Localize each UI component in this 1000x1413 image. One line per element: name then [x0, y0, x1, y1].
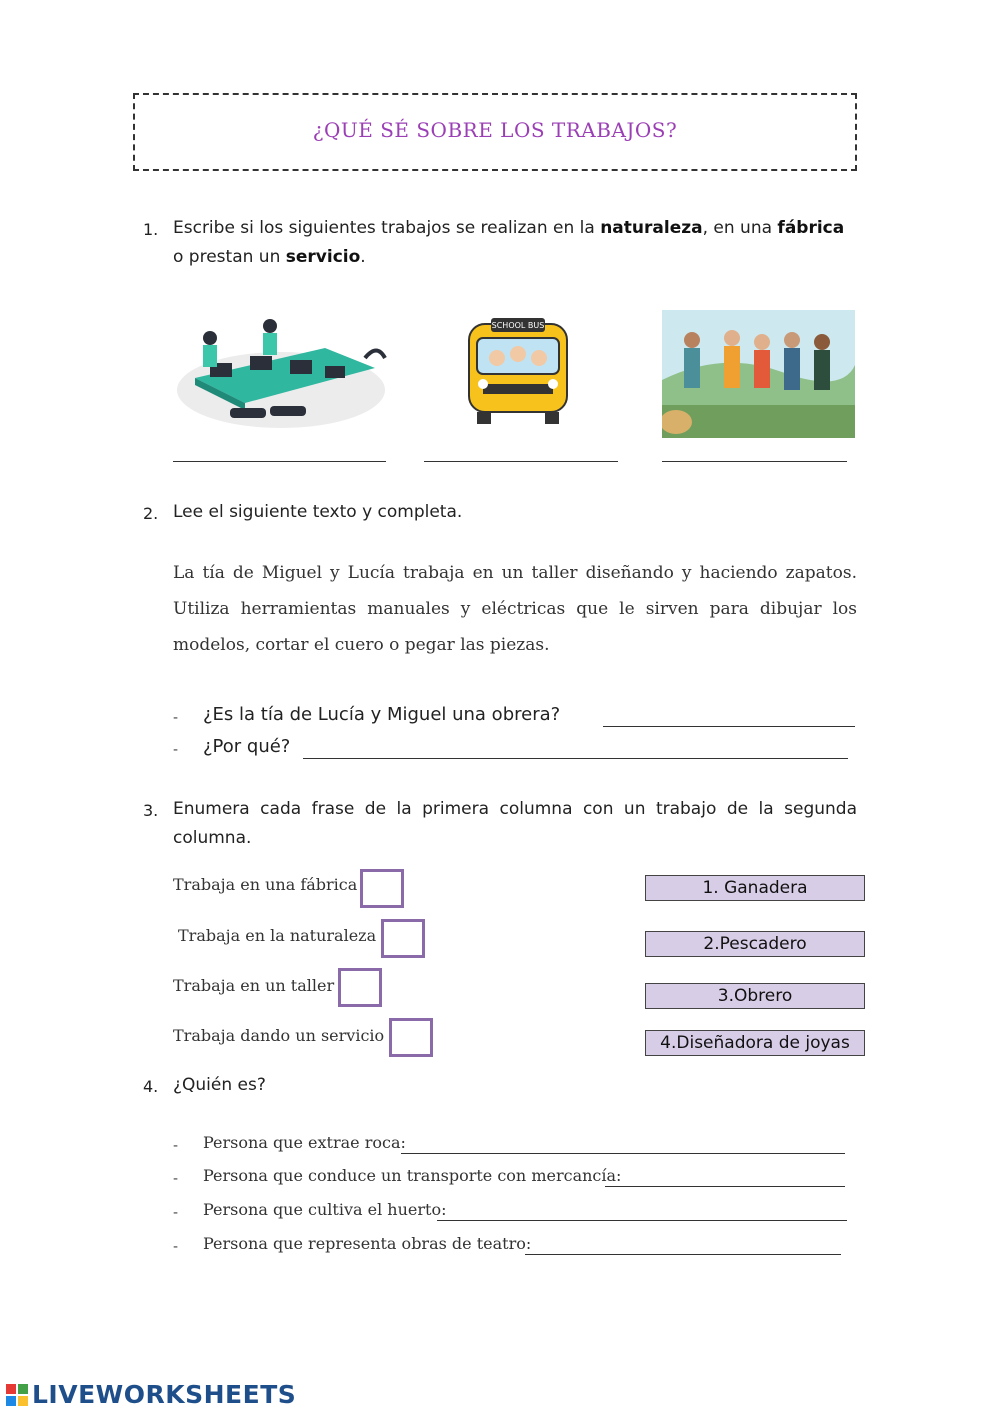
q1-word-nature: naturaleza	[600, 218, 703, 238]
q3-phrase-3: Trabaja en un taller	[173, 976, 335, 995]
q1-number: 1.	[143, 220, 159, 239]
q4-answer-line-3[interactable]	[437, 1220, 847, 1221]
bus-sign: SCHOOL BUS	[491, 321, 545, 330]
q2-question-2: ¿Por qué?	[203, 736, 291, 757]
q3-number-box-1[interactable]	[360, 869, 404, 908]
q3-phrase-4: Trabaja dando un servicio	[173, 1026, 385, 1045]
q2-bullet-2: -	[173, 742, 179, 758]
q3-phrase-2: Trabaja en la naturaleza	[178, 926, 377, 945]
q2-answer-line-2[interactable]	[303, 758, 848, 759]
q1-text-c: o prestan un	[173, 247, 286, 267]
q1-word-service: servicio	[285, 247, 361, 267]
q2-answer-line-1[interactable]	[603, 726, 855, 727]
q3-phrase-1: Trabaja en una fábrica	[173, 875, 358, 894]
q3-number: 3.	[143, 801, 159, 820]
q4-item-4: Persona que representa obras de teatro:	[203, 1234, 532, 1253]
liveworksheets-logo-icon	[6, 1384, 28, 1406]
q1-answer-line-2[interactable]	[424, 461, 618, 462]
q3-number-box-3[interactable]	[338, 968, 382, 1007]
q1-answer-line-3[interactable]	[662, 461, 847, 462]
q4-number: 4.	[143, 1077, 159, 1096]
q4-answer-line-4[interactable]	[525, 1254, 841, 1255]
q3-instruction: Enumera cada frase de la primera columna con un trabajo de la segunda columna.	[173, 799, 857, 848]
q1-text-b: , en una	[702, 218, 778, 238]
q2-question-1: ¿Es la tía de Lucía y Miguel una obrera?	[203, 704, 561, 725]
q2-number: 2.	[143, 504, 159, 523]
q1-word-factory: fábrica	[777, 218, 845, 238]
q4-answer-line-1[interactable]	[401, 1153, 845, 1154]
q1-text-d: .	[360, 247, 366, 267]
liveworksheets-logo[interactable]: LIVEWORKSHEETS	[32, 1380, 297, 1409]
q3-job-1: 1. Ganadera	[645, 875, 865, 901]
q4-answer-line-2[interactable]	[605, 1186, 845, 1187]
q3-number-box-4[interactable]	[389, 1018, 433, 1057]
q4-bullet-1: -	[173, 1138, 179, 1154]
q4-bullet-4: -	[173, 1239, 179, 1255]
q4-bullet-2: -	[173, 1171, 179, 1187]
q2-instruction: Lee el siguiente texto y completa.	[173, 502, 463, 522]
q1-instruction	[173, 214, 863, 272]
q1-answer-line-1[interactable]	[173, 461, 386, 462]
q3-job-2: 2.Pescadero	[645, 931, 865, 957]
q1-text-a: Escribe si los siguientes trabajos se realizan en la	[173, 218, 601, 238]
q4-item-1: Persona que extrae roca:	[203, 1133, 406, 1152]
farmers-illustration	[662, 310, 855, 438]
q4-item-2: Persona que conduce un transporte con mercancía:	[203, 1166, 622, 1185]
q3-job-4: 4.Diseñadora de joyas	[645, 1030, 865, 1056]
q4-bullet-3: -	[173, 1205, 179, 1221]
q4-instruction: ¿Quién es?	[173, 1075, 266, 1095]
q3-job-3: 3.Obrero	[645, 983, 865, 1009]
factory-workers-illustration	[175, 318, 387, 430]
q4-item-3: Persona que cultiva el huerto:	[203, 1200, 447, 1219]
page-title: ¿QUÉ SÉ SOBRE LOS TRABAJOS?	[312, 118, 678, 142]
q2-bullet-1: -	[173, 710, 179, 726]
q3-number-box-2[interactable]	[381, 919, 425, 958]
q2-paragraph: La tía de Miguel y Lucía trabaja en un taller diseñando y haciendo zapatos. Utiliza herramientas manuales y eléctricas que le sirven para dibujar los modelos, cortar el cuero o pegar las piezas.	[173, 563, 857, 655]
school-bus-illustration	[465, 318, 571, 428]
